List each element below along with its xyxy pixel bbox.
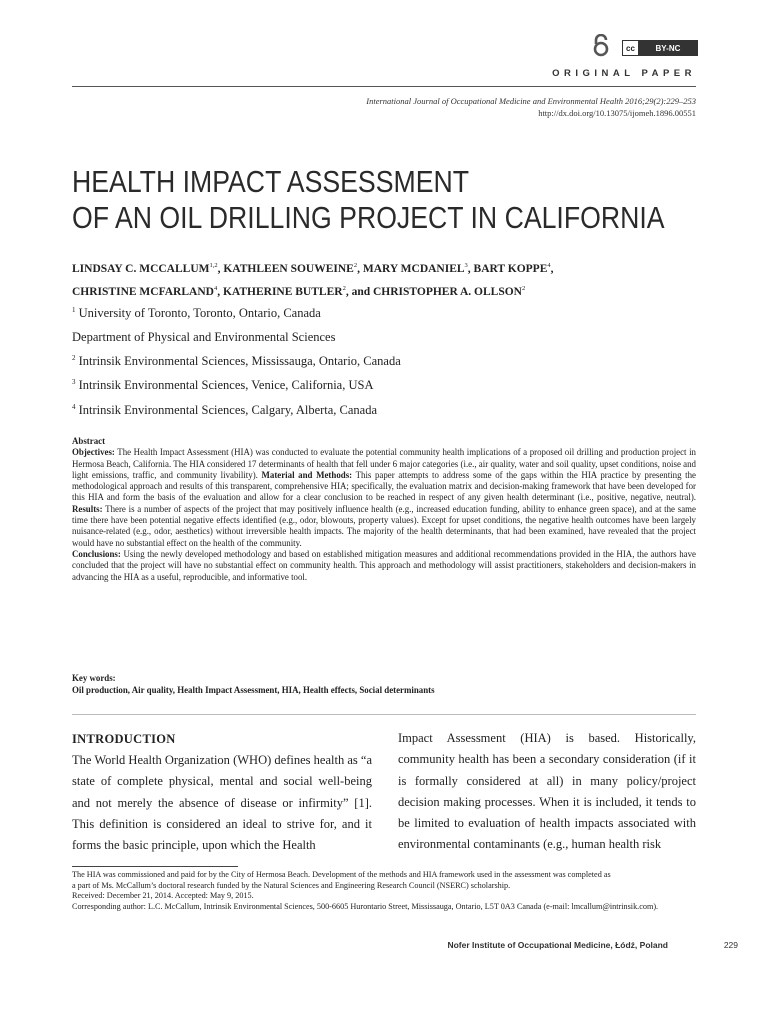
- affiliation-text: Intrinsik Environmental Sciences, Venice, California, USA: [75, 378, 374, 393]
- affiliation-text: Intrinsik Environmental Sciences, Calgary, Alberta, Canada: [75, 402, 378, 417]
- footnotes: [72, 870, 696, 912]
- author-name: LINDSAY C. MCCALLUM: [72, 262, 210, 275]
- journal-citation: International Journal of Occupational Medicine and Environmental Health 2016;29(2):229–253: [366, 96, 696, 106]
- conclusions-label: Conclusions:: [72, 548, 121, 559]
- funding-note: The HIA was commissioned and paid for by the City of Hermosa Beach. Development of the methods and HIA framework used in the assessment was completed as: [72, 870, 611, 879]
- affiliation-item: [72, 300, 401, 324]
- conclusions-text: Using the newly developed methodology and based on established mitigation measures and additional recommendations provided in the HIA, the authors have concluded that the project will have no substantial effect on community health. This approach and methodology will assist practitioners, stakeholders and decision-makers in advancing the HIA as a useful, reproducible, and informative tool.: [72, 548, 696, 582]
- affiliation-number: 4: [72, 402, 76, 411]
- affiliation-text: Intrinsik Environmental Sciences, Mississauga, Ontario, Canada: [75, 354, 401, 369]
- author-affil: 4: [213, 284, 218, 292]
- footnote-divider: [72, 866, 238, 867]
- affiliation-item: [72, 372, 401, 396]
- paper-type-label: ORIGINAL PAPER: [552, 68, 696, 79]
- author-sep: ,: [357, 262, 363, 275]
- title-line-2: OF AN OIL DRILLING PROJECT IN CALIFORNIA: [72, 200, 665, 235]
- results-label: Results:: [72, 503, 103, 514]
- author-sep: ,: [217, 285, 223, 298]
- author-list: [72, 256, 632, 302]
- affiliation-number: 2: [72, 354, 76, 363]
- objectives-text: The Health Impact Assessment (HIA) was conducted to evaluate the potential community health implications of a proposed oil drilling and production project in Hermosa Beach, California. The HIA considered 17 determinants of health that fell under 6 major categories (i.e., air quality, water and soil quality, upset conditions, noise and light emissions, traffic, and community livability).: [72, 447, 696, 480]
- section-divider: [72, 714, 696, 715]
- doi-link[interactable]: http://dx.doi.org/10.13075/ijomeh.1896.00551: [538, 108, 696, 118]
- received-dates: Received: December 21, 2014. Accepted: May 9, 2015.: [72, 891, 254, 900]
- keywords-heading: Key words:: [72, 673, 116, 683]
- author-affil: 1,2: [209, 262, 218, 269]
- author-affil: 3: [464, 262, 468, 269]
- affiliation-list: [72, 300, 401, 421]
- author-name: CHRISTINE MCFARLAND: [72, 285, 214, 298]
- author-line-1: [72, 256, 632, 279]
- affiliation-text: University of Toronto, Toronto, Ontario, Canada: [75, 306, 321, 321]
- license-label: BY-NC: [639, 41, 697, 55]
- page-number: 229: [723, 940, 738, 950]
- author-name: BART KOPPE: [473, 262, 548, 275]
- author-affil: 2: [353, 262, 358, 269]
- header-divider: [72, 86, 696, 87]
- author-name: KATHLEEN SOUWEINE: [223, 262, 354, 275]
- body-column-right: [398, 728, 696, 856]
- author-name: CHRISTOPHER A. OLLSON: [372, 285, 522, 298]
- introduction-heading: INTRODUCTION: [72, 732, 176, 746]
- objectives-label: Objectives:: [72, 447, 115, 458]
- results-text: There is a number of aspects of the project that may positively influence health (e.g., increased education funding, ability to enhance green space), and at the same time there have been potential negative effects identified (e.g., odor, blowouts, property values). Except for upset conditions, the negative health outcomes have been largely nuisance-related (e.g., odor, aesthetics) without irreversible health impacts. The majority of the health determinants, that had been examined, have revealed that the project would have no substantial effect on the health of the community.: [72, 503, 696, 548]
- affiliation-number: 1: [72, 306, 76, 314]
- publisher-footer: Nofer Institute of Occupational Medicine, Łódź, Poland: [447, 940, 668, 950]
- author-name: MARY MCDANIEL: [362, 262, 465, 275]
- author-affil: 4: [547, 262, 551, 269]
- funding-note-cont: a part of Ms. McCallum’s doctoral research funded by the Natural Sciences and Engineering Research Council (NSERC) scholarship.: [72, 880, 511, 890]
- author-sep: ,: [550, 262, 554, 275]
- keywords: [72, 672, 696, 696]
- paper-title: [72, 164, 665, 236]
- corresponding-author: Corresponding author: L.C. McCallum, Intrinsik Environmental Sciences, 500-6605 Hurontario Street, Mississauga, Ontario, L5T 0A3 Canada (e-mail: lmcallum@intrinsik.com).: [72, 901, 659, 911]
- creative-commons-icon: cc: [623, 41, 639, 55]
- author-sep: , and: [345, 285, 373, 298]
- author-sep: ,: [467, 262, 474, 275]
- abstract: [72, 436, 696, 583]
- affiliation-item: [72, 397, 401, 421]
- license-badge[interactable]: [622, 40, 698, 56]
- author-line-2: [72, 279, 632, 302]
- affiliation-item: [72, 324, 401, 348]
- title-line-1: HEALTH IMPACT ASSESSMENT: [72, 164, 470, 199]
- methods-label: Material and Methods:: [261, 469, 353, 480]
- methods-text: This paper attempts to address some of the gaps within the HIA practice by presenting the methodological approach and results of this transparent, comprehensive HIA; specifically, the evaluation matrix and decision-making framework that have been developed for this HIA and form the basis of the evaluation and allow for a clear conclusion to be reached in respect of any given health determinant (i.e., positive, negative, neutral).: [72, 469, 696, 503]
- affiliation-number: 3: [72, 378, 76, 387]
- author-sep: ,: [217, 262, 224, 275]
- body-paragraph: Impact Assessment (HIA) is based. Historically, community health has been a secondary consideration (if it is formally considered at all) in many policy/project decision making processes. When it is included, it tends to be limited to evaluation of health impacts associated with environmental contaminants (e.g., human health risk: [398, 731, 696, 852]
- author-affil: 2: [342, 284, 346, 292]
- open-access-icon: [590, 34, 612, 58]
- body-column-left: [72, 750, 372, 856]
- abstract-heading: Abstract: [72, 436, 106, 446]
- author-name: KATHERINE BUTLER: [222, 285, 343, 298]
- affiliation-text: Department of Physical and Environmental Sciences: [72, 330, 336, 345]
- keywords-list: Oil production, Air quality, Health Impact Assessment, HIA, Health effects, Social determinants: [72, 685, 435, 695]
- affiliation-item: [72, 348, 401, 372]
- body-paragraph: The World Health Organization (WHO) defines health as “a state of complete physical, mental and social well-being and not merely the absence of disease or infirmity” [1]. This definition is considered an ideal to strive for, and it forms the basic principle, upon which the Health: [72, 753, 372, 853]
- author-affil: 2: [522, 284, 526, 292]
